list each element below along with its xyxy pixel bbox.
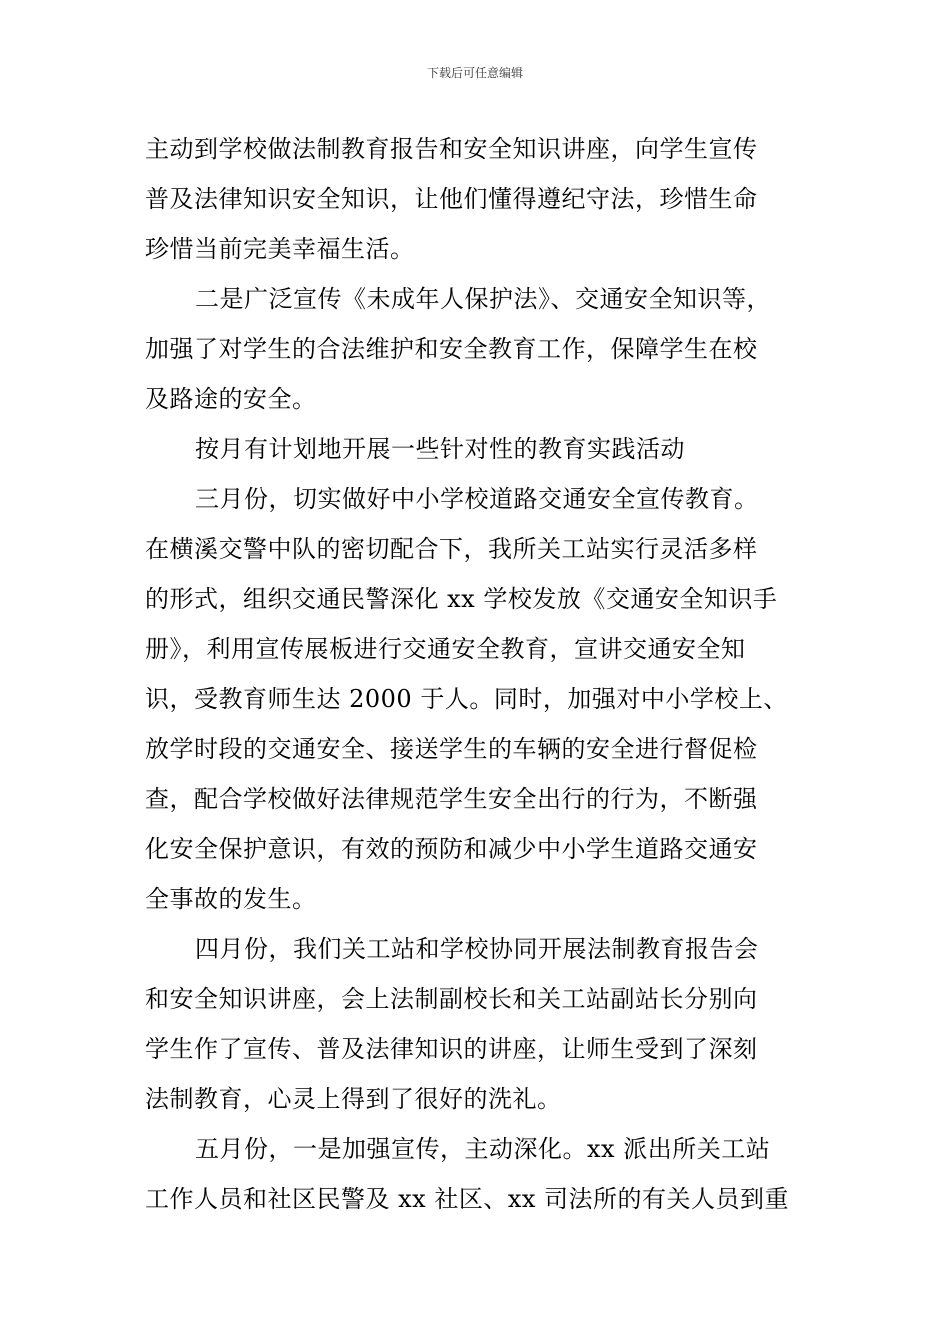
text-line: 全事故的发生。 [145,885,317,913]
text-line: 查，配合学校做好法律规范学生安全出行的行为，不断强 [145,785,758,813]
document-body [145,124,810,1224]
page-header: 下载后可任意编辑 [426,66,523,80]
text-line: 放学时段的交通安全、接送学生的车辆的安全进行督促检 [145,735,758,763]
text-line: 化安全保护意识，有效的预防和减少中小学生道路交通安 [145,835,758,863]
text-line: 三月份，切实做好中小学校道路交通安全宣传教育。 [195,485,759,513]
text-line: 的形式，组织交通民警深化 xx 学校发放《交通安全知识手 [145,585,778,613]
text-line: 珍惜当前完美幸福生活。 [145,235,415,263]
text-line: 及路途的安全。 [145,385,317,413]
text-line: 按月有计划地开展一些针对性的教育实践活动 [195,435,685,463]
text-line: 学生作了宣传、普及法律知识的讲座，让师生受到了深刻 [145,1035,758,1063]
text-line: 四月份，我们关工站和学校协同开展法制教育报告会 [195,935,759,963]
text-line: 五月份，一是加强宣传，主动深化。xx 派出所关工站 [195,1135,771,1163]
text-line: 在横溪交警中队的密切配合下，我所关工站实行灵活多样 [145,535,758,563]
text-line: 工作人员和社区民警及 xx 社区、xx 司法所的有关人员到重 [145,1185,790,1213]
text-line: 册》，利用宣传展板进行交通安全教育，宣讲交通安全知 [145,635,746,663]
text-line: 和安全知识讲座，会上法制副校长和关工站副站长分别向 [145,985,758,1013]
text-line: 法制教育，心灵上得到了很好的洗礼。 [145,1085,562,1113]
text-line: 普及法律知识安全知识，让他们懂得遵纪守法，珍惜生命 [145,185,758,213]
text-line: 主动到学校做法制教育报告和安全知识讲座，向学生宣传 [145,135,758,163]
text-line: 二是广泛宣传《未成年人保护法》、交通安全知识等， [195,285,771,313]
text-line: 加强了对学生的合法维护和安全教育工作，保障学生在校 [145,335,758,363]
text-line: 识，受教育师生达 2000 于人。同时，加强对中小学校上、 [145,685,788,713]
